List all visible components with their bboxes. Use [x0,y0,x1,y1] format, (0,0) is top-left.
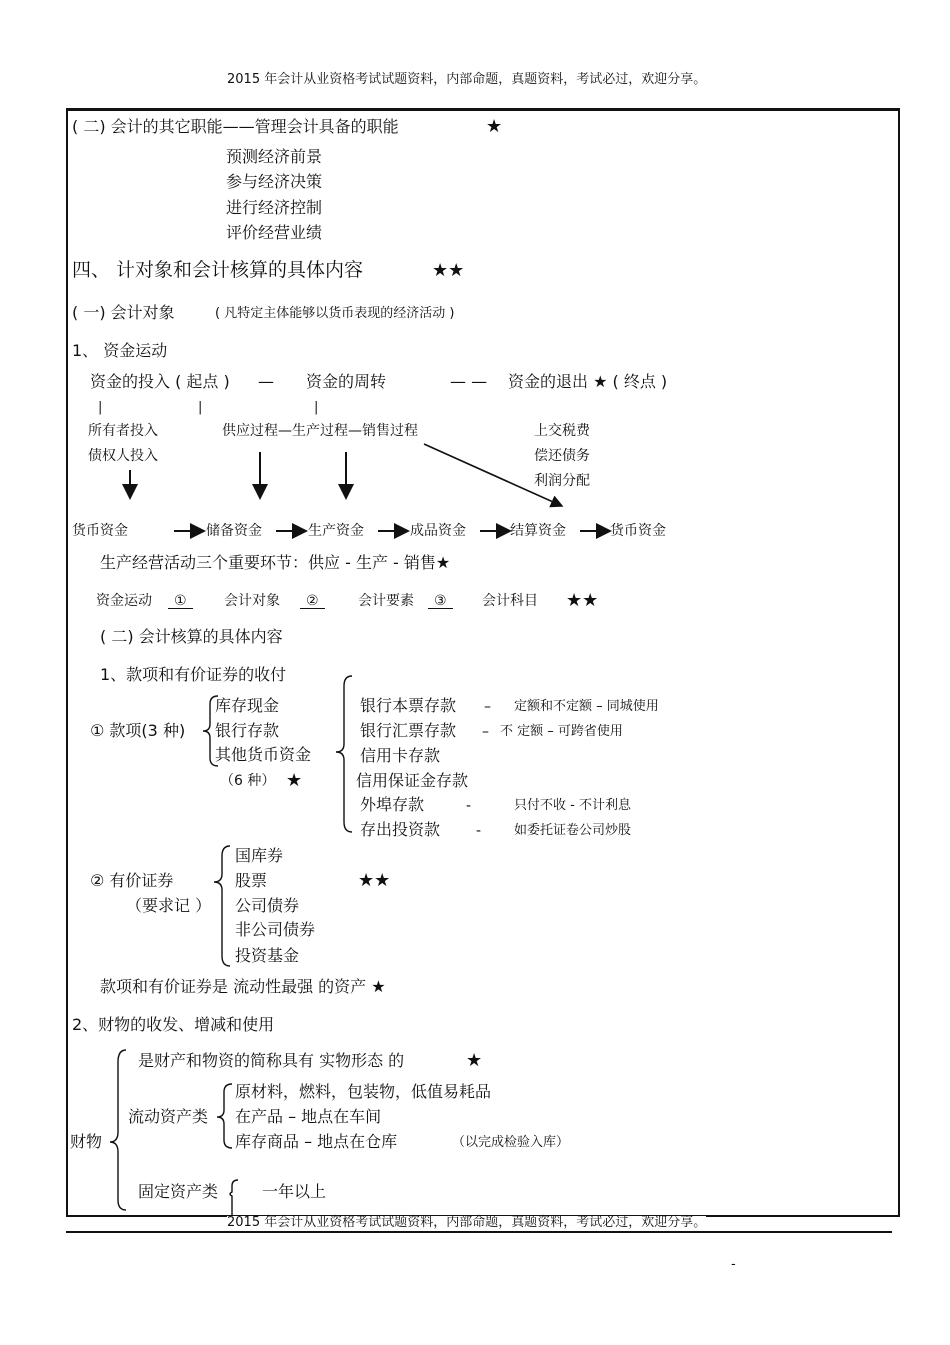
rank-label: 会计要素 [358,593,414,609]
other-money-name: 银行本票存款 [360,696,457,715]
current-assets-label: 流动资产类 [128,1107,209,1126]
other-money-dash: – [482,724,489,740]
chain-node: 结算资金 [510,523,566,539]
exit-item: 利润分配 [534,473,590,489]
security-kind: 非公司债券 [235,920,316,939]
other-money-dash: – [484,699,491,715]
item-goods: 2、财物的收发、增减和使用 [72,1015,275,1034]
flow-bar: | [198,400,203,415]
footer-rule [66,1231,892,1233]
chain-node: 生产资金 [308,523,364,539]
security-kind: 投资基金 [235,946,300,965]
chain-node: 货币资金 [610,523,666,539]
six-kinds-label: （6 种） [220,773,276,789]
other-money-name: 信用卡存款 [360,746,441,765]
other-money-note: 如委托证卷公司炒股 [514,823,632,838]
flow-bar: | [98,400,103,415]
section-title-management-functions: ( 二) 会计的其它职能——管理会计具备的职能 [72,117,399,136]
invest-item: 所有者投入 [88,423,158,439]
star-mark: ★★ [358,870,391,891]
current-asset-item: 在产品 – 地点在车间 [235,1107,382,1126]
securities-label: ② 有价证券 [90,871,174,890]
flow-invest: 资金的投入 ( 起点 ) [90,372,230,391]
money-kind: 银行存款 [215,721,280,740]
function-item: 预测经济前景 [226,147,323,166]
page-header: 2015 年会计从业资格考试试题资料，内部命题，真题资料，考试必过，欢迎分享。 [227,72,707,87]
star-mark: ★★ [432,260,465,281]
money-label: ① 款项(3 种) [90,721,186,740]
current-asset-item: 库存商品 – 地点在仓库 [235,1132,398,1151]
brace [336,676,352,832]
flow-bar: | [314,400,319,415]
subsection-accounting-object: ( 一) 会计对象 [72,303,175,322]
exit-item: 偿还债务 [534,448,590,464]
exit-item: 上交税费 [534,423,590,439]
accounting-object-note: ( 凡特定主体能够以货币表现的经济活动 ) [215,306,455,321]
three-key-links: 生产经营活动三个重要环节：供应 - 生产 - 销售★ [100,553,451,572]
security-kind: 公司债券 [235,896,300,915]
diagonal-arrow [424,444,562,506]
star-mark: ★ [486,116,503,137]
flow-turnover: 资金的周转 [306,372,387,391]
rank-label: 会计科目 [482,593,538,609]
invest-item: 债权人投入 [88,448,158,464]
footer-mark: - [731,1257,736,1272]
other-money-name: 外埠存款 [360,795,425,814]
fixed-assets-label: 固定资产类 [138,1182,219,1201]
brace [214,846,230,966]
goods-label: 财物 [70,1132,103,1151]
brace [110,1050,126,1210]
rank-label: 资金运动 [96,593,152,609]
star-mark: ★ [286,770,303,791]
rank-blank: ③ [428,594,453,609]
securities-note: （要求记 ） [126,896,212,915]
other-money-name: 信用保证金存款 [356,771,469,790]
rank-label: 会计对象 [224,593,280,609]
other-money-name: 银行汇票存款 [360,721,457,740]
star-mark: ★★ [566,590,599,611]
other-money-dash: - [466,798,472,814]
subsection-accounting-content: ( 二) 会计核算的具体内容 [100,627,283,646]
other-money-note: 只付不收 - 不计利息 [514,798,631,813]
chain-node: 成品资金 [410,523,466,539]
section-title-accounting-objects: 四、 计对象和会计核算的具体内容 [72,259,364,281]
flow-dash: — — [450,372,488,391]
money-kind: 库存现金 [215,696,280,715]
rank-blank: ① [168,594,193,609]
current-asset-item: 原材料，燃料，包装物，低值易耗品 [235,1082,492,1101]
current-asset-note: （以完成检验入库） [452,1135,570,1150]
fixed-asset-item: 一年以上 [262,1182,327,1201]
other-money-dash: - [476,823,482,839]
star-mark: ★ [466,1050,483,1071]
item-capital-movement: 1、 资金运动 [72,341,168,360]
chain-node: 储备资金 [206,523,262,539]
function-item: 评价经营业绩 [226,223,323,242]
process-chain: 供应过程—生产过程—销售过程 [222,423,418,439]
other-money-name: 存出投资款 [360,820,441,839]
money-kind: 其他货币资金 [215,745,312,764]
function-item: 参与经济决策 [226,172,323,191]
liquidity-note: 款项和有价证券是 流动性最强 的资产 ★ [100,977,386,996]
security-kind: 国库券 [235,846,284,865]
item-money-securities: 1、款项和有价证券的收付 [100,665,287,684]
other-money-note: 定额和不定额 – 同城使用 [514,699,659,714]
other-money-note: 不 定额 – 可跨省使用 [500,724,623,739]
flow-exit: 资金的退出 ★ ( 终点 ) [508,372,668,391]
security-kind: 股票 [235,871,268,890]
flow-dash: — [258,372,274,391]
chain-node: 货币资金 [72,523,128,539]
goods-description: 是财产和物资的简称具有 实物形态 的 [138,1051,405,1070]
page-footer: 2015 年会计从业资格考试试题资料，内部命题，真题资料，考试必过，欢迎分享。 [227,1215,707,1230]
brace [217,1084,232,1148]
function-item: 进行经济控制 [226,198,323,217]
rank-blank: ② [300,594,325,609]
